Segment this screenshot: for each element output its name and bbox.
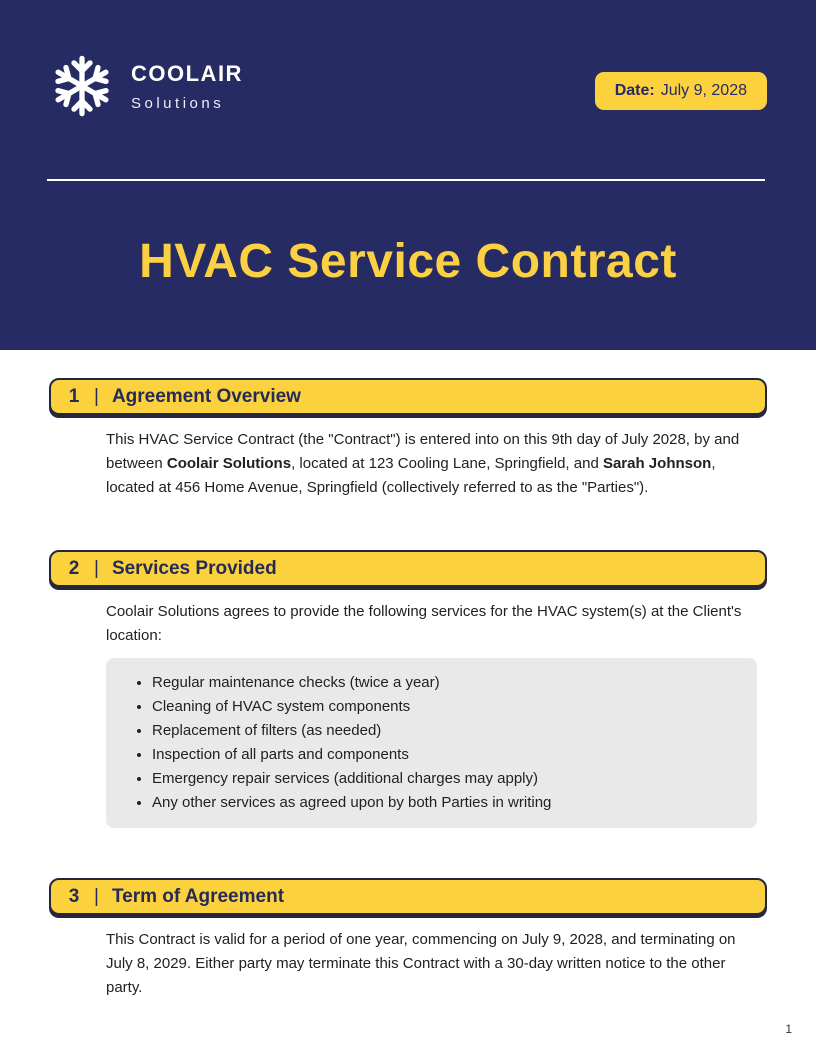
document-header xyxy=(0,0,816,350)
section-number: 2 xyxy=(68,557,80,579)
text-segment: , located at 123 Cooling Lane, Springfield, and xyxy=(291,455,603,472)
section-paragraph xyxy=(106,600,757,648)
date-value: July 9, 2028 xyxy=(660,82,747,99)
text-segment: Coolair Solutions agrees to provide the following services for the HVAC system(s) at the Client's location: xyxy=(106,603,742,644)
company-logo xyxy=(50,50,243,122)
section-paragraph xyxy=(106,428,757,500)
text-segment: , located at 456 Home Avenue, Springfield (collectively referred to as the "Parties"). xyxy=(106,455,716,496)
list-item: • Cleaning of HVAC system components xyxy=(152,695,739,719)
section-agreement-overview xyxy=(49,378,767,500)
section-header-bar xyxy=(49,878,767,915)
section-header-bar xyxy=(49,378,767,415)
section-title: Term of Agreement xyxy=(111,885,285,907)
text-segment-bold: Coolair Solutions xyxy=(166,455,292,472)
section-separator: | xyxy=(94,385,99,407)
header-divider xyxy=(47,179,765,181)
date-badge xyxy=(595,72,767,110)
text-segment: This Contract is valid for a period of one year, commencing on July 9, 2028, and terminating on July 8, 2029. Either party may terminate this Contract with a 30-day written notice to the other party. xyxy=(106,931,736,996)
section-title: Services Provided xyxy=(111,557,277,579)
list-item: • Regular maintenance checks (twice a year) xyxy=(152,671,739,695)
text-segment-bold: Sarah Johnson xyxy=(602,455,712,472)
section-header-bar xyxy=(49,550,767,587)
section-separator: | xyxy=(94,885,99,907)
text-segment: This HVAC Service Contract (the "Contract") is entered into on this 9th day of July 2028, by and between xyxy=(106,431,740,472)
logo-tagline: Solutions xyxy=(131,94,225,112)
list-item: • Replacement of filters (as needed) xyxy=(152,719,739,743)
list-item: • Inspection of all parts and components xyxy=(152,743,739,767)
section-services-provided xyxy=(49,550,767,828)
date-label: Date: xyxy=(614,82,655,99)
page-number: 1 xyxy=(785,1022,792,1036)
section-title: Agreement Overview xyxy=(111,385,301,407)
list-item: • Any other services as agreed upon by both Parties in writing xyxy=(152,791,739,815)
section-number: 3 xyxy=(68,885,80,907)
section-number: 1 xyxy=(68,385,80,407)
section-paragraph xyxy=(106,928,757,1000)
snowflake-icon xyxy=(50,50,114,122)
contract-body xyxy=(0,350,816,1000)
page-title: HVAC Service Contract xyxy=(139,235,677,288)
list-item: • Emergency repair services (additional charges may apply) xyxy=(152,767,739,791)
logo-text xyxy=(131,61,243,112)
logo-name: COOLAIR xyxy=(131,60,243,86)
section-term-of-agreement xyxy=(49,878,767,1000)
section-separator: | xyxy=(94,557,99,579)
services-list xyxy=(106,671,739,815)
services-list-box xyxy=(106,658,757,828)
